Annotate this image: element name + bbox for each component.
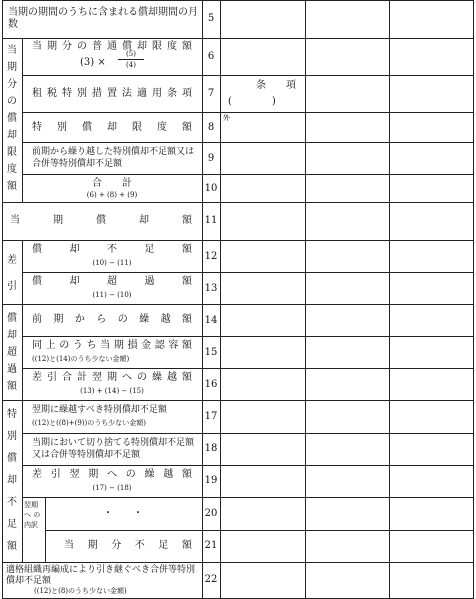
clause-parenthesis: ( ) xyxy=(228,96,276,107)
grid-line xyxy=(2,38,474,39)
grid-line xyxy=(2,0,3,599)
grid-line xyxy=(389,0,390,599)
group-label-limit: 当 期 分 の 償 却 限 度 額 xyxy=(7,45,17,192)
grid-line xyxy=(22,465,474,466)
grid-line xyxy=(2,562,474,563)
group-label-excess: 償 却 超 過 額 xyxy=(7,313,17,392)
outside-mark: 外 xyxy=(223,114,230,122)
row-label: 租税特別措置法適用条項 xyxy=(32,88,192,99)
row-number: 5 xyxy=(207,13,215,24)
grid-line xyxy=(220,0,221,599)
row-number: 13 xyxy=(204,283,218,294)
grid-line xyxy=(22,75,474,76)
row-label: 適格組織再編成により引き継ぐべき合併等特別償却不足額 xyxy=(6,565,196,586)
row-number: 15 xyxy=(204,347,218,358)
grid-line xyxy=(22,174,474,175)
row-number: 19 xyxy=(204,475,218,486)
row-formula: (17) − (18) xyxy=(92,484,132,492)
grid-line xyxy=(22,497,474,498)
row-label: 当期分の普通償却限度額 xyxy=(32,41,192,52)
breakdown-label: 翌期へ の内訳 xyxy=(24,501,41,529)
row-formula: ((12)と(8)のうち少ない金額) xyxy=(34,587,127,595)
row-number: 8 xyxy=(207,122,215,133)
row-formula: (6) + (8) + (9) xyxy=(86,191,138,199)
row-number: 14 xyxy=(204,315,218,326)
row-label: ・ ・ xyxy=(103,508,143,519)
row-label: 前期から繰り越した特別償却不足額又は合併等特別償却不足額 xyxy=(32,147,195,169)
row-label: 前期からの繰越額 xyxy=(32,314,192,325)
grid-line xyxy=(22,272,474,273)
grid-line xyxy=(2,240,474,241)
row-number: 17 xyxy=(204,411,218,422)
group-label-difference: 差 引 xyxy=(7,255,17,292)
grid-line xyxy=(2,304,474,305)
grid-line xyxy=(2,400,474,401)
grid-line xyxy=(22,336,474,337)
grid-line xyxy=(22,433,474,434)
row-formula: (11) − (10) xyxy=(92,291,132,299)
row-label: 差引翌期への繰越額 xyxy=(32,469,192,480)
row-formula: (3) × xyxy=(80,57,106,68)
row-label: 翌期に繰越すべき特別償却不足額 xyxy=(32,405,167,415)
row-label: 当期において切り捨てる特別償却不足額又は合併等特別償却不足額 xyxy=(32,438,195,460)
row-number: 20 xyxy=(204,508,218,519)
row-number: 12 xyxy=(204,251,218,262)
row-label: 差引合計翌期への繰越額 xyxy=(32,372,192,383)
row-label: 合 計 xyxy=(92,178,132,189)
grid-line xyxy=(22,112,474,113)
group-label-shortage: 特 別 償 却 不 足 額 xyxy=(7,409,17,552)
row-number: 7 xyxy=(207,88,215,99)
grid-line xyxy=(2,0,474,1)
row-number: 6 xyxy=(207,51,215,62)
grid-line xyxy=(305,0,306,599)
grid-line xyxy=(22,38,23,202)
row-number: 10 xyxy=(204,183,218,194)
row-label: 当期の期間のうちに含まれる償却期間の月数 xyxy=(8,7,198,30)
row-number: 18 xyxy=(204,443,218,454)
fraction-denominator: (4) xyxy=(126,61,136,69)
grid-line xyxy=(473,0,474,599)
grid-line xyxy=(2,202,474,203)
row-formula: ((12)と(14)のうち少ない金額) xyxy=(32,355,130,363)
row-label: 償 却 超 過 額 xyxy=(32,276,192,287)
grid-line xyxy=(22,304,23,400)
row-number: 9 xyxy=(207,153,215,164)
grid-line xyxy=(22,368,474,369)
row-number: 22 xyxy=(204,574,218,585)
row-label: 当期分不足額 xyxy=(64,540,192,551)
fraction-numerator: (5) xyxy=(118,50,144,60)
clause-label: 条 項 xyxy=(256,80,296,91)
row-number: 11 xyxy=(204,215,218,226)
row-number: 21 xyxy=(204,540,218,551)
row-label: 当 期 償 却 額 xyxy=(10,215,192,226)
grid-line xyxy=(22,142,474,143)
row-label: 償 却 不 足 額 xyxy=(32,244,192,255)
row-formula: ((12)と((8)+(9))のうち少ない金額) xyxy=(32,419,146,427)
row-label: 特別償却限度額 xyxy=(32,122,192,133)
row-formula: (10) − (11) xyxy=(92,259,132,267)
row-number: 16 xyxy=(204,379,218,390)
grid-line xyxy=(45,530,474,531)
row-formula: (13) + (14) − (15) xyxy=(80,387,144,395)
grid-line xyxy=(22,400,23,562)
row-label: 同上のうち当期損金認容額 xyxy=(32,340,192,351)
